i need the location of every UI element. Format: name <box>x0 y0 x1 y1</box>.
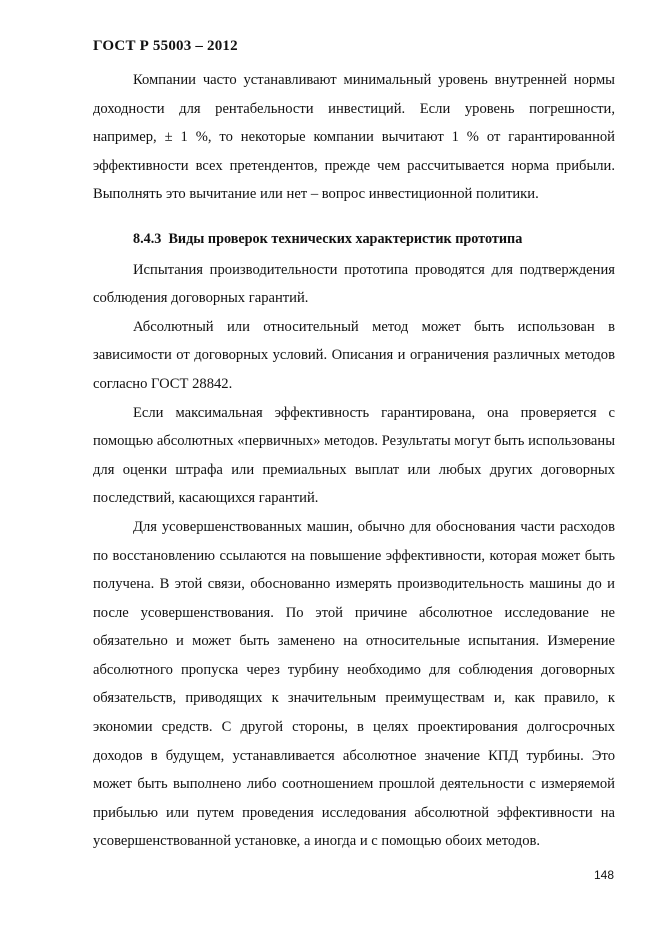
section-number: 8.4.3 <box>133 230 162 247</box>
section-heading <box>93 225 615 254</box>
paragraph: Для усовершенствованных машин, обычно для обоснования части расходов по восстановлению ссылаются на повышение эффективности, которая может быть получена. В этой связи, обоснованно измерять производительность машины до и после усовершенствования. По этой причине абсолютное исследование не обязательно и может быть заменено на относительные испытания. Измерение абсолютного пропуска через турбину необходимо для соблюдения договорных обязательств, приводящих к значительным преимуществам и, как правило, к экономии средств. С другой стороны, в целях проектирования долгосрочных доходов в будущем, устанавливается абсолютное значение КПД турбины. Это может быть выполнено либо соотношением прошлой деятельности с измеряемой прибылью или путем проведения исследования абсолютной эффективности на усовершенствованной установке, а иногда и с помощью обоих методов. <box>93 518 615 850</box>
paragraph: Если максимальная эффективность гарантирована, она проверяется с помощью абсолютных «первичных» методов. Результаты могут быть использованы для оценки штрафа или премиальных выплат или любых других договорных последствий, касающихся гарантий. <box>93 404 615 507</box>
document-standard-id: ГОСТ Р 55003 – 2012 <box>93 38 238 54</box>
paragraph: Испытания производительности прототипа проводятся для подтверждения соблюдения договорных гарантий. <box>93 261 615 307</box>
section-title: Виды проверок технических характеристик прототипа <box>168 230 523 247</box>
paragraph: Компании часто устанавливают минимальный уровень внутренней нормы доходности для рентабельности инвестиций. Если уровень погрешности, например, ± 1 %, то некоторые компании вычитают 1 % от гарантированной эффективности всех претендентов, прежде чем рассчитывается норма прибыли. Выполнять это вычитание или нет – вопрос инвестиционной политики. <box>93 72 615 203</box>
paragraph: Абсолютный или относительный метод может быть использован в зависимости от договорных условий. Описания и ограничения различных методов согласно ГОСТ 28842. <box>93 318 615 392</box>
document-body <box>93 66 615 856</box>
page-number: 148 <box>594 868 615 882</box>
